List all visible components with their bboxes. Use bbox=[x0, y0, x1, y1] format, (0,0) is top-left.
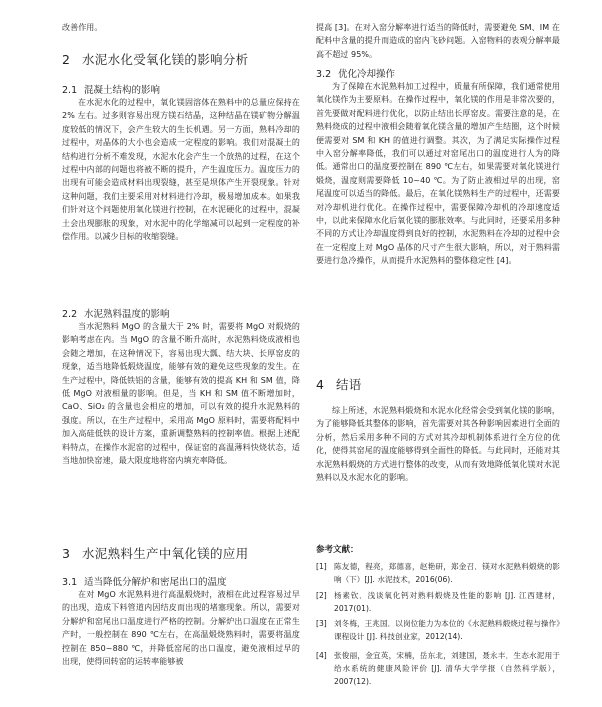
paragraph-2-2: 当水泥熟料 MgO 的含量大于 2% 时，需要将 MgO 对煅烧的影响考虑在内。当 MgO 的含量不断升高时，水泥熟料烧成液相也会随之增加，在这种情况下，容易出现大瓢、结大块、长厚窑皮的现象，适当地降低煅烧温度，能够有效的避免这些现象的发生。在生产过程中，降低铁铝的含量，能够有效的提高 KH 和 SM 值，降低 MgO 对液相量的影响。但是，当 KH 和 SM 值不断增加时，CaO、SiO₂ 的含量也会相应的增加，可以有效的提升水泥熟料的强度。所以，在生产过程中，采用高 MgO 原料时，需要将配料中加入高硅低铁的设计方案，重新调整熟料的控制率值。根据上述配料特点，在操作水泥窑的过程中，保证窑的高温薄料快烧状态，适当地加快窑速，最大限度地将窑内填充率降低。 bbox=[62, 322, 300, 466]
subsection-number: 2.2 bbox=[62, 309, 78, 320]
subsection-number: 2.1 bbox=[62, 85, 78, 96]
subsection-2-2-heading bbox=[62, 306, 170, 320]
subsection-title: 优化冷却操作 bbox=[338, 69, 396, 80]
subsection-number: 3.2 bbox=[316, 69, 332, 80]
paragraph-3-2: 为了保障在水泥熟料加工过程中，质量有所保障，我们通常使用氧化镁作为主要原料。在操作过程中，氧化镁的作用是非常次要的，首先要做对配料进行优化，以防止结出长厚窑皮。需要注意的是，在熟料烧成的过程中液相会随着氧化镁含量的增加产生结圈，这个时候便需要对 SM 和 KH 的值进行调整。其次，为了满足实际操作过程中入窑分解率降低，我们可以通过对窑尾出口的温度进行人为的降低。通常出口的温度要控制在 890 ℃左右，如果需要对氧化镁进行煅烧，温度则需要降低 10~40 ℃。为了防止液相过早的出现，窑尾温度可以适当的降低。最后，在氧化镁熟料生产的过程中，还需要对冷却机进行优化。在操作过程中，需要保障冷却机的冷却速度适中，以此来保障水化后氧化镁的膨胀效率。与此同时，还要采用多种不同的方式让冷却温度得到良好的控制，水泥熟料在冷却的过程中会在一定程度上对 MgO 晶体的尺寸产生很大影响，所以，对于熟料需要进行急冷操作，从而提升水泥熟料的整体稳定性 [4]。 bbox=[316, 82, 560, 266]
subsection-3-1-heading bbox=[62, 574, 227, 588]
section-3-heading bbox=[62, 544, 248, 562]
subsection-3-2-heading bbox=[316, 66, 395, 80]
reference-item bbox=[316, 589, 560, 615]
paragraph-3-1-continued: 提高 [3]。在对入窑分解率进行适当的降低时，需要避免 SM、IM 在配料中含量的提升而造成的窑内飞砂问题。入窑物料的表观分解率最高不超过 95%。 bbox=[316, 23, 560, 59]
intro-tail-text: 改善作用。 bbox=[62, 23, 103, 32]
section-number: 2 bbox=[62, 52, 71, 67]
section-number: 4 bbox=[316, 377, 325, 392]
references-heading: 参考文献： bbox=[316, 545, 359, 555]
reference-item bbox=[316, 560, 560, 586]
reference-number: [4] bbox=[316, 651, 327, 660]
reference-item bbox=[316, 617, 560, 643]
reference-text: 陈友德，程亮，郑德喜，赵艳研，郑金召．镁对水泥熟料煅烧的影响（下）[J]. 水泥技术，2016(06). bbox=[334, 562, 560, 584]
section-title: 水泥水化受氧化镁的影响分析 bbox=[82, 52, 249, 67]
section-title: 水泥熟料生产中氧化镁的应用 bbox=[82, 546, 249, 561]
section-number: 3 bbox=[62, 546, 71, 561]
reference-number: [1] bbox=[316, 562, 327, 571]
reference-text: 张俊丽，金宜英，宋楠，岳东北，刘建国，聂永丰．生态水泥用于给水系统的健康风险评价 [J]. 清华大学学报（自然科学版），2007(12). bbox=[334, 651, 560, 686]
paragraph-2-1: 在水泥水化的过程中，氧化镁固溶体在熟料中的总量应保持在 2% 左右。过多则容易出现方镁石结晶，这种结晶在镁矿物分解温度较低的情况下，会产生较大的生长机遇。另一方面，熟料冷却的过程中，对晶体的大小也会造成一定程度的影响。我们对混凝土的结构进行分析不难发现，水泥水化会产生一个放热的过程，在这个过程中内部的问题也将被不断的提升，产生温度压力。温度压力的出现有可能会造成材料出现裂缝，甚至是坝体产生开裂现象。针对这种问题，我们主要采用对材料进行冷却，极易增加成本。如果我们针对这个问题使用氧化镁进行控制，在水泥硬化的过程中，混凝土会出现膨胀的现象，对水泥中的化学缩减可以起到一定程度的补偿作用。以减少目标的收缩裂缝。 bbox=[62, 98, 300, 242]
subsection-number: 3.1 bbox=[62, 577, 78, 588]
section-title: 结语 bbox=[336, 377, 362, 392]
reference-number: [2] bbox=[316, 591, 327, 600]
reference-number: [3] bbox=[316, 619, 327, 628]
paragraph-3-1: 在对 MgO 水泥熟料进行高温煅烧时，液相在此过程容易过早的出现，造成下料管道内因结皮而出现的堵塞现象。所以，需要对分解炉和窑尾出口温度进行严格的控制。分解炉出口温度在正常生产时，一般控制在 890 ℃左右，在高温煅烧熟料时，需要将温度控制在 850~880 ℃，并降低窑尾的出口温度，避免液相过早的出现，使得回转窑的运转率能够被 bbox=[62, 590, 300, 667]
section-2-heading bbox=[62, 50, 248, 68]
subsection-title: 适当降低分解炉和密尾出口的温度 bbox=[84, 577, 227, 588]
subsection-title: 混凝土结构的影响 bbox=[84, 85, 161, 96]
reference-text: 刘冬梅，王兆国．以岗位能力为本位的《水泥熟料煅烧过程与操作》课程设计 [J]. 科技创业家，2012(14). bbox=[334, 619, 560, 641]
subsection-title: 水泥熟料温度的影响 bbox=[84, 309, 170, 320]
reference-text: 杨素钦．浅谈氧化钙对熟料煅烧及性能的影响 [J]. 江西建材，2017(01). bbox=[334, 591, 560, 613]
paragraph-4-conclusion: 综上所述，水泥熟料煅烧和水泥水化经常会受到氧化镁的影响，为了能够降低其整体的影响，首先需要对其各种影响因素进行全面的分析，然后采用多种不同的方式对其冷却机制体系进行全方位的优化，使得其窑尾的温度能够得到全面性的降低。与此同时，还能对其水泥熟料煅烧的方式进行整体的改变，从而有效地降低氧化镁对水泥熟料以及水泥水化的影响。 bbox=[316, 406, 560, 483]
subsection-2-1-heading bbox=[62, 82, 160, 96]
reference-item bbox=[316, 649, 560, 688]
section-4-heading bbox=[316, 375, 362, 393]
